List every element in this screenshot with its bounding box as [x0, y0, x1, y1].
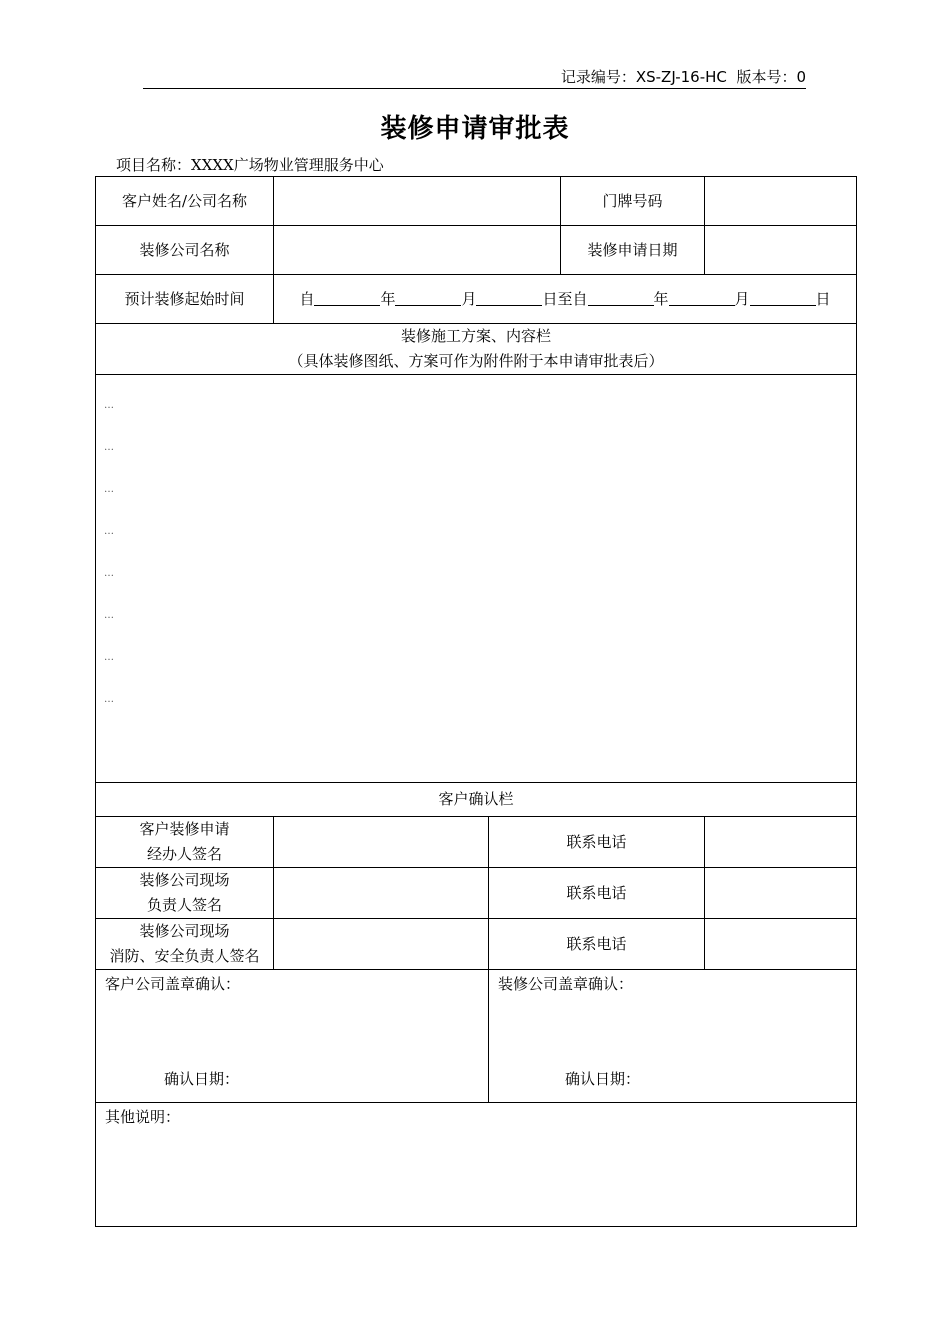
signer-label-line2: 负责人签名 [146, 896, 222, 914]
placeholder-line: … [104, 568, 114, 579]
period-label: 预计装修起始时间 [96, 275, 274, 324]
year-word: 年 [380, 289, 396, 308]
month-word: 月 [461, 289, 477, 308]
phone-field[interactable] [705, 817, 857, 868]
plan-title: 装修施工方案、内容栏 [400, 327, 551, 345]
signer-label [96, 919, 274, 970]
signer-label-line1: 客户装修申请 [139, 820, 230, 838]
phone-field[interactable] [705, 868, 857, 919]
start-day-blank[interactable] [476, 289, 542, 306]
signer-label-line2: 消防、安全负责人签名 [109, 947, 260, 965]
placeholder-line: … [104, 400, 114, 411]
customer-name-field[interactable] [274, 177, 561, 226]
plan-content-area[interactable] [96, 375, 857, 783]
signer-label-line1: 装修公司现场 [139, 871, 230, 889]
deco-company-label: 装修公司名称 [96, 226, 274, 275]
signature-field[interactable] [274, 817, 489, 868]
start-year-blank[interactable] [314, 289, 380, 306]
version-label: 版本号： [736, 68, 797, 86]
company-seal-area[interactable] [489, 970, 857, 1103]
project-label: 项目名称： [116, 156, 192, 174]
phone-label: 联系电话 [489, 919, 705, 970]
from-word: 自 [299, 289, 315, 308]
signer-label-line2: 经办人签名 [146, 845, 222, 863]
apply-date-field[interactable] [705, 226, 857, 275]
deco-company-field[interactable] [274, 226, 561, 275]
record-label: 记录编号： [560, 68, 636, 86]
placeholder-line: … [104, 484, 114, 495]
end-month-blank[interactable] [669, 289, 735, 306]
signature-field[interactable] [274, 919, 489, 970]
confirm-section-title: 客户确认栏 [96, 783, 857, 817]
record-info [561, 66, 806, 87]
apply-date-label: 装修申请日期 [561, 226, 705, 275]
period-field[interactable] [274, 275, 857, 324]
signer-label [96, 868, 274, 919]
placeholder-line: … [104, 652, 114, 663]
application-form-table [95, 176, 857, 1227]
placeholder-line: … [104, 526, 114, 537]
day-word: 日 [815, 289, 831, 308]
door-number-field[interactable] [705, 177, 857, 226]
signer-label-line1: 装修公司现场 [139, 922, 230, 940]
document-header [143, 66, 806, 89]
customer-seal-area[interactable] [96, 970, 489, 1103]
other-notes-area[interactable] [96, 1103, 857, 1227]
customer-seal-label: 客户公司盖章确认： [105, 975, 241, 993]
door-number-label: 门牌号码 [561, 177, 705, 226]
plan-header [96, 324, 857, 375]
company-confirm-date-label: 确认日期： [565, 1070, 641, 1088]
phone-label: 联系电话 [489, 868, 705, 919]
plan-note: （具体装修图纸、方案可作为附件附于本申请审批表后） [288, 352, 664, 370]
version-number: 0 [796, 68, 806, 86]
signer-label [96, 817, 274, 868]
signature-field[interactable] [274, 868, 489, 919]
project-name [116, 154, 384, 175]
form-title: 装修申请审批表 [380, 114, 570, 144]
other-notes-label: 其他说明： [105, 1108, 181, 1126]
project-value: XXXX广场物业管理服务中心 [191, 156, 384, 174]
start-month-blank[interactable] [395, 289, 461, 306]
end-year-blank[interactable] [588, 289, 654, 306]
placeholder-line: … [104, 442, 114, 453]
end-day-blank[interactable] [750, 289, 816, 306]
year-word: 年 [653, 289, 669, 308]
month-word: 月 [734, 289, 750, 308]
placeholder-line: … [104, 610, 114, 621]
placeholder-line: … [104, 694, 114, 705]
record-number: XS-ZJ-16-HC [635, 68, 727, 86]
day-to-word: 日至自 [542, 289, 588, 308]
phone-field[interactable] [705, 919, 857, 970]
phone-label: 联系电话 [489, 817, 705, 868]
company-seal-label: 装修公司盖章确认： [498, 975, 634, 993]
customer-confirm-date-label: 确认日期： [164, 1070, 240, 1088]
customer-name-label: 客户姓名/公司名称 [96, 177, 274, 226]
